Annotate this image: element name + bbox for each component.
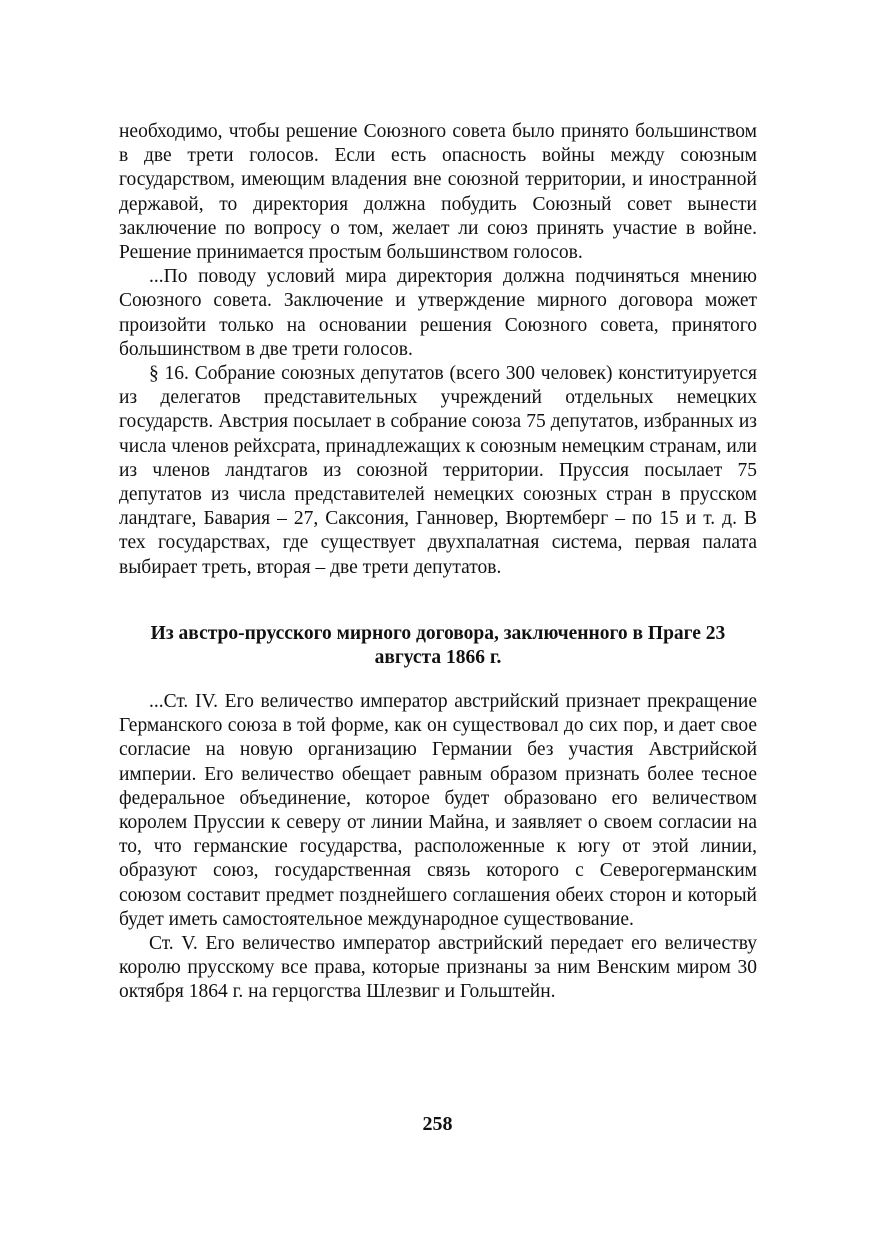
paragraph-peace-conditions: ...По поводу условий мира директория должна подчиняться мнению Союзного совета. Заключение и утверждение мирного договора может произойти только на основании решения Союзного совета, принятого большинством в две трети голосов. <box>119 266 757 360</box>
text-block-constitution <box>119 120 757 580</box>
page-number: 258 <box>422 1113 453 1135</box>
paragraph-voting-war: необходимо, чтобы решение Союзного совета было принято большинством в две трети голосов. Если есть опасность войны между союзным государством, имеющим владения вне союзной территории, и иностранной державой, то директория должна побудить Союзный совет вынести заключение по вопросу о том, желает ли союз принять участие в войне. Решение принимается простым большинством голосов. <box>119 121 757 264</box>
paragraph-section-16: § 16. Собрание союзных депутатов (всего 300 человек) конституируется из делегатов представительных учреждений отдельных немецких государств. Австрия посылает в собрание союза 75 депутатов, избранных из числа членов рейхсрата, принадлежащих к союзным немецким странам, или из членов ландтагов из союзной территории. Пруссия посылает 75 депутатов из числа представителей немецких союзных стран в прусском ландтаге, Бавария – 27, Саксония, Ганновер, Вюртемберг – по 15 и т. д. В тех государствах, где существует двухпалатная система, первая палата выбирает треть, вторая – две трети депутатов. <box>119 363 757 578</box>
section-heading: Из австро-прусского мирного договора, заключенного в Праге 23 августа 1866 г. <box>150 623 726 668</box>
text-block-prague-treaty <box>119 690 757 1005</box>
paragraph-article-5: Ст. V. Его величество император австрийский передает его величеству королю прусскому все права, которые признаны за ним Венским миром 30 октября 1864 г. на герцогства Шлезвиг и Гольштейн. <box>119 933 757 1003</box>
paragraph-article-4: ...Ст. IV. Его величество император австрийский признает прекращение Германского союза в той форме, как он существовал до сих пор, и дает свое согласие на новую организацию Германии без участия Австрийской империи. Его величество обещает равным образом признать более тесное федеральное объединение, которое будет образовано его величеством королем Пруссии к северу от линии Майна, и заявляет о своем согласии на то, что германские государства, расположенные к югу от этой линии, образуют союз, государственная связь которого с Северогерманским союзом составит предмет позднейшего соглашения обеих сторон и который будет иметь самостоятельное международное существование. <box>119 691 757 930</box>
